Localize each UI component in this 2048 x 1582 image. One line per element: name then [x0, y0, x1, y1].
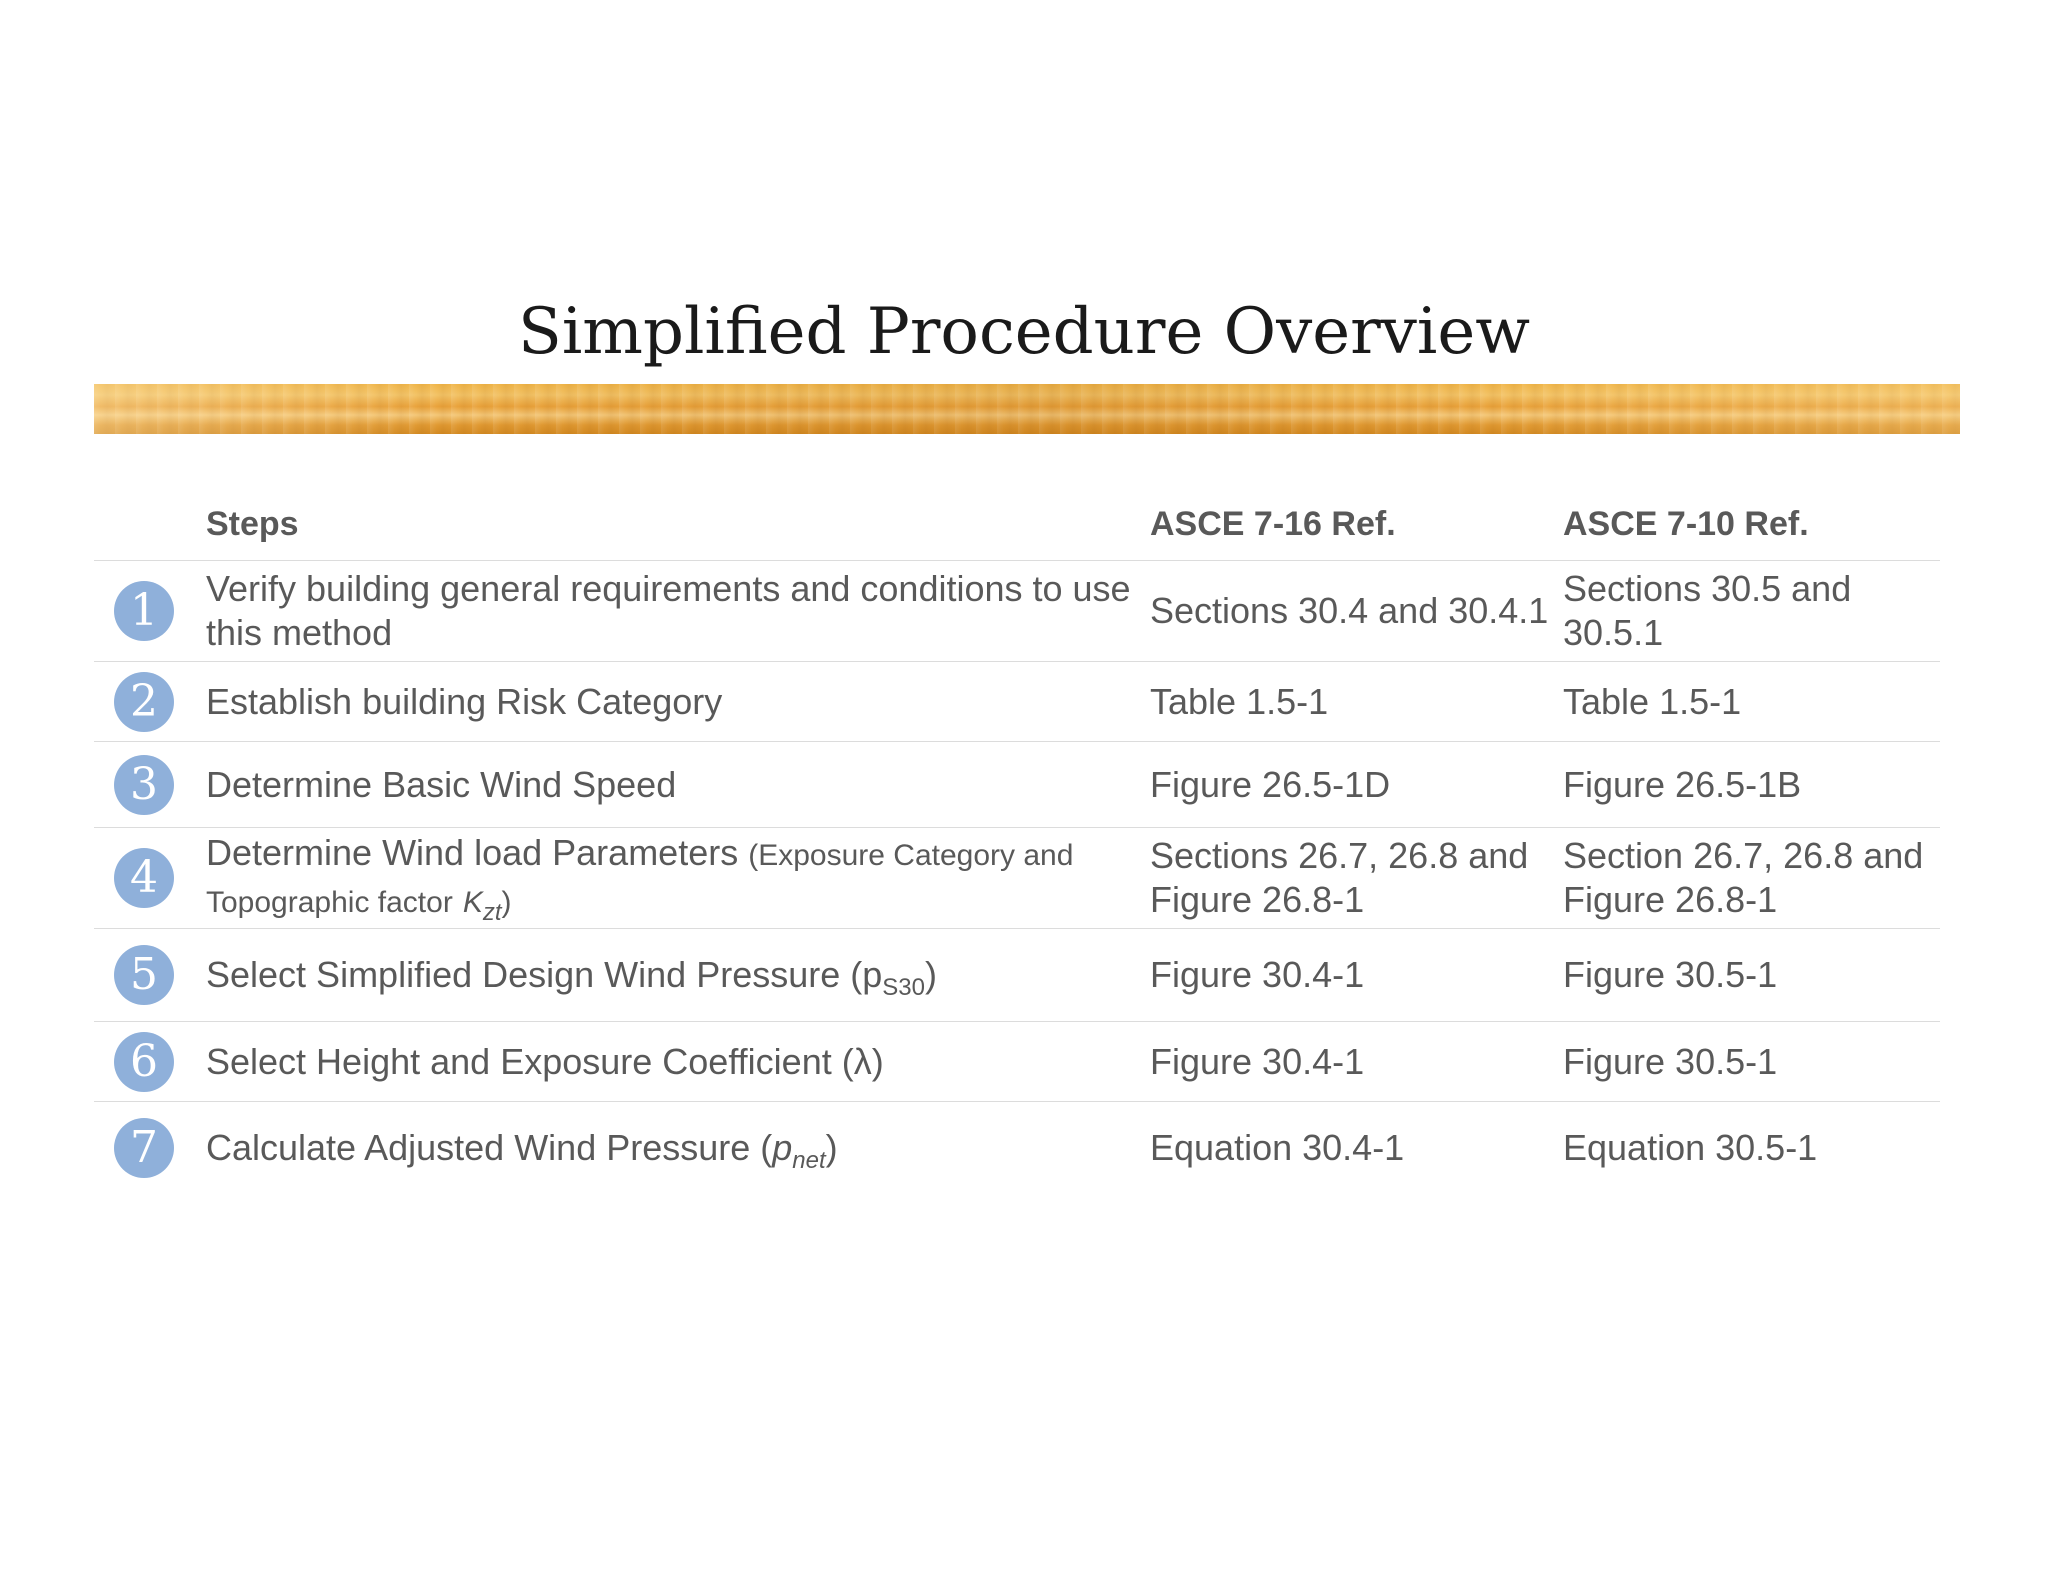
asce-7-16-ref: Sections 26.7, 26.8 and Figure 26.8-1	[1150, 828, 1563, 929]
procedure-table	[94, 488, 1940, 1194]
asce-7-10-ref: Figure 30.5-1	[1563, 1022, 1940, 1102]
table-row	[94, 929, 1940, 1022]
step-note-text: (Exposure Category and Topographic factor	[206, 839, 1074, 919]
header-asce-7-10: ASCE 7-10 Ref.	[1563, 488, 1940, 561]
step-close-paren: )	[501, 886, 512, 919]
table-row	[94, 561, 1940, 662]
header-number	[94, 488, 206, 561]
step-number-badge: 2	[114, 672, 174, 732]
table-row	[94, 1102, 1940, 1194]
asce-7-16-ref: Table 1.5-1	[1150, 662, 1563, 742]
asce-7-16-ref: Figure 26.5-1D	[1150, 742, 1563, 828]
asce-7-16-ref: Figure 30.4-1	[1150, 929, 1563, 1022]
asce-7-10-ref: Section 26.7, 26.8 and Figure 26.8-1	[1563, 828, 1940, 929]
table-row	[94, 828, 1940, 929]
table-header-row	[94, 488, 1940, 561]
step-description	[206, 828, 1150, 929]
step-description: Establish building Risk Category	[206, 662, 1150, 742]
table-row	[94, 662, 1940, 742]
header-asce-7-16: ASCE 7-16 Ref.	[1150, 488, 1563, 561]
ps30-subscript: S30	[882, 974, 925, 1001]
asce-7-10-ref: Equation 30.5-1	[1563, 1126, 1818, 1168]
decorative-wood-bar	[94, 384, 1960, 434]
step-close-paren: )	[924, 954, 937, 995]
step-close-paren: )	[825, 1126, 838, 1168]
step-description: Select Height and Exposure Coefficient (λ)	[206, 1022, 1150, 1102]
step-number-badge: 5	[114, 945, 174, 1005]
page-title: Simplified Procedure Overview	[517, 295, 1531, 369]
step-main-text: Determine Wind load Parameters	[206, 832, 739, 873]
step-number-badge: 1	[114, 581, 174, 641]
step-description: Verify building general requirements and conditions to use this method	[206, 561, 1150, 662]
step-number-badge: 4	[114, 848, 174, 908]
asce-7-16-ref: Sections 30.4 and 30.4.1	[1150, 561, 1563, 662]
step-main-text: Select Simplified Design Wind Pressure (p	[206, 954, 883, 995]
step-number-badge: 6	[114, 1032, 174, 1092]
header-steps: Steps	[206, 488, 1150, 561]
table-row	[94, 1022, 1940, 1102]
asce-7-16-ref: Equation 30.4-1	[1150, 1126, 1405, 1168]
asce-7-10-ref: Table 1.5-1	[1563, 662, 1940, 742]
step-number-badge: 7	[114, 1118, 174, 1178]
asce-7-10-ref: Figure 26.5-1B	[1563, 742, 1940, 828]
asce-7-10-ref: Figure 30.5-1	[1563, 929, 1940, 1022]
kzt-symbol: K	[462, 886, 483, 919]
step-description	[206, 929, 1150, 1022]
step-number-badge: 3	[114, 755, 174, 815]
step-description	[206, 1102, 1150, 1194]
step-description: Determine Basic Wind Speed	[206, 742, 1150, 828]
asce-7-16-ref: Figure 30.4-1	[1150, 1022, 1563, 1102]
table-row	[94, 742, 1940, 828]
pnet-symbol: p	[772, 1126, 793, 1168]
step-main-text: Calculate Adjusted Wind Pressure (	[206, 1126, 773, 1168]
pnet-subscript: net	[792, 1146, 826, 1174]
kzt-subscript: zt	[482, 899, 502, 926]
asce-7-10-ref: Sections 30.5 and 30.5.1	[1563, 561, 1940, 662]
